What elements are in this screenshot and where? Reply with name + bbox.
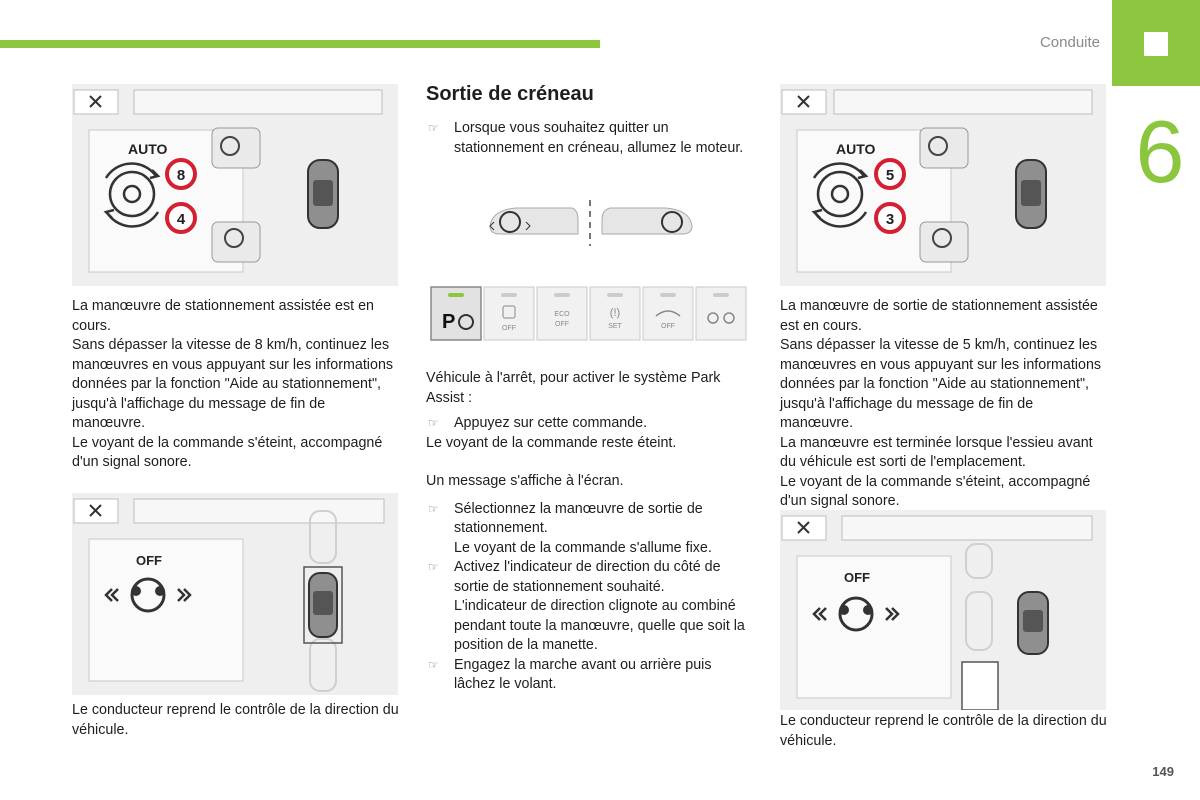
- hand-wheel-icon: [602, 208, 692, 234]
- screen-park-off-right: [780, 510, 1106, 710]
- svg-text:OFF: OFF: [555, 321, 569, 328]
- caption-line: Sans dépasser la vitesse de 8 km/h, continuez les manœuvres en vous appuyant sur les informations données par la fonction "Aide au stationnement", jusqu'à l'affichage du message de fin de manœuvre.: [72, 337, 394, 431]
- paragraph: Véhicule à l'arrêt, pour activer le système Park Assist :: [426, 370, 721, 406]
- svg-text:OFF: OFF: [661, 323, 675, 330]
- heated-windscreen-off-button: [643, 287, 693, 340]
- mode-label: AUTO: [836, 141, 876, 157]
- hands-on-wheel-icon: [212, 222, 260, 262]
- paragraph: Le voyant de la commande reste éteint.: [426, 434, 677, 451]
- esc-off-button: [484, 287, 534, 340]
- bullet-arrow-icon: ☞: [428, 416, 439, 430]
- car-outline-icon: [966, 544, 992, 650]
- paragraph: Un message s'affiche à l'écran.: [426, 473, 624, 489]
- svg-text:8: 8: [176, 167, 186, 184]
- svg-text:5: 5: [885, 167, 895, 184]
- svg-text:SET: SET: [608, 323, 622, 330]
- speed-sign-top: [876, 160, 904, 188]
- tab-square-icon: [1144, 32, 1168, 56]
- park-assist-button[interactable]: [431, 287, 481, 340]
- caption-left-1: [72, 297, 402, 473]
- chapter-tab: [1112, 0, 1200, 86]
- chapter-number: 6: [1135, 102, 1185, 201]
- intro-bullet: [426, 119, 751, 158]
- svg-text:P: P: [442, 311, 456, 333]
- caption-line: Le voyant de la commande s'éteint, accompagné d'un signal sonore.: [780, 473, 1091, 509]
- caption-line: Sans dépasser la vitesse de 5 km/h, continuez les manœuvres en vous appuyant sur les informations données par la fonction "Aide au stationnement", jusqu'à l'affichage du message de fin de manœuvre.: [780, 337, 1102, 431]
- speed-sign-bottom: [876, 204, 904, 232]
- car-top-icon: [308, 160, 338, 228]
- speed-sign-bottom: [167, 204, 195, 232]
- eco-off-button: [537, 287, 587, 340]
- control-buttons-panel: [430, 286, 748, 342]
- car-top-icon: [304, 567, 342, 643]
- screen-park-maneuver-left: [72, 84, 398, 286]
- tire-pressure-set-button: [590, 287, 640, 340]
- svg-text:OFF: OFF: [502, 325, 516, 332]
- page-number: 149: [1152, 764, 1174, 779]
- svg-text:3: 3: [885, 211, 895, 228]
- car-top-icon: [1018, 592, 1048, 654]
- bullet-text: Sélectionnez la manœuvre de sortie de stationnement.: [454, 500, 703, 536]
- mode-label: OFF: [136, 553, 162, 568]
- steering-swap-illustration: [486, 196, 696, 248]
- section-title: Sortie de créneau: [426, 83, 594, 105]
- bullet-arrow-icon: ☞: [428, 501, 439, 516]
- bullet-arrow-icon: ☞: [428, 657, 439, 672]
- car-top-icon: [1016, 160, 1046, 228]
- svg-text:4: 4: [176, 211, 186, 228]
- caption-line: La manœuvre de stationnement assistée est en cours.: [72, 298, 374, 334]
- hands-on-wheel-icon: [920, 222, 968, 262]
- child-lock-button: [696, 287, 746, 340]
- instructions-body: [426, 369, 756, 695]
- bullet-arrow-icon: ☞: [428, 560, 439, 574]
- screen-exit-maneuver-right: [780, 84, 1106, 286]
- speed-sign-top: [167, 160, 195, 188]
- bullet-text: Le voyant de la commande s'allume fixe.: [454, 539, 712, 556]
- caption-line: La manœuvre est terminée lorsque l'essieu avant du véhicule est sorti de l'emplacement.: [780, 434, 1093, 470]
- bullet-text: Activez l'indicateur de direction du côté de sortie de stationnement souhaité.: [454, 559, 721, 595]
- caption-right-2: Le conducteur reprend le contrôle de la direction du véhicule.: [780, 713, 1107, 749]
- caption-line: La manœuvre de sortie de stationnement assistée est en cours.: [780, 298, 1098, 334]
- hand-wheel-icon: [490, 208, 578, 234]
- hands-on-wheel-icon: [920, 128, 968, 168]
- screen-park-off-left: [72, 493, 398, 695]
- bullet-text: Engagez la marche avant ou arrière puis lâchez le volant.: [454, 656, 712, 692]
- caption-left-2: Le conducteur reprend le contrôle de la direction du véhicule.: [72, 702, 399, 738]
- mode-label: OFF: [844, 570, 870, 585]
- header-green-bar: [0, 40, 600, 48]
- section-label: Conduite: [1039, 34, 1101, 51]
- mode-label: AUTO: [128, 141, 168, 157]
- svg-text:ECO: ECO: [554, 311, 570, 318]
- bullet-text: Appuyez sur cette commande.: [454, 415, 648, 431]
- bullet-arrow-icon: ☞: [428, 121, 439, 135]
- caption-line: Le voyant de la commande s'éteint, accompagné d'un signal sonore.: [72, 434, 383, 470]
- bullet-text: L'indicateur de direction clignote au combiné pendant toute la manœuvre, quelle que soit la position de la manette.: [454, 598, 745, 653]
- svg-text:(!): (!): [609, 307, 621, 319]
- caption-right-1: [780, 297, 1110, 512]
- hands-on-wheel-icon: [212, 128, 260, 168]
- bullet-text: Lorsque vous souhaitez quitter un stationnement en créneau, allumez le moteur.: [454, 120, 744, 156]
